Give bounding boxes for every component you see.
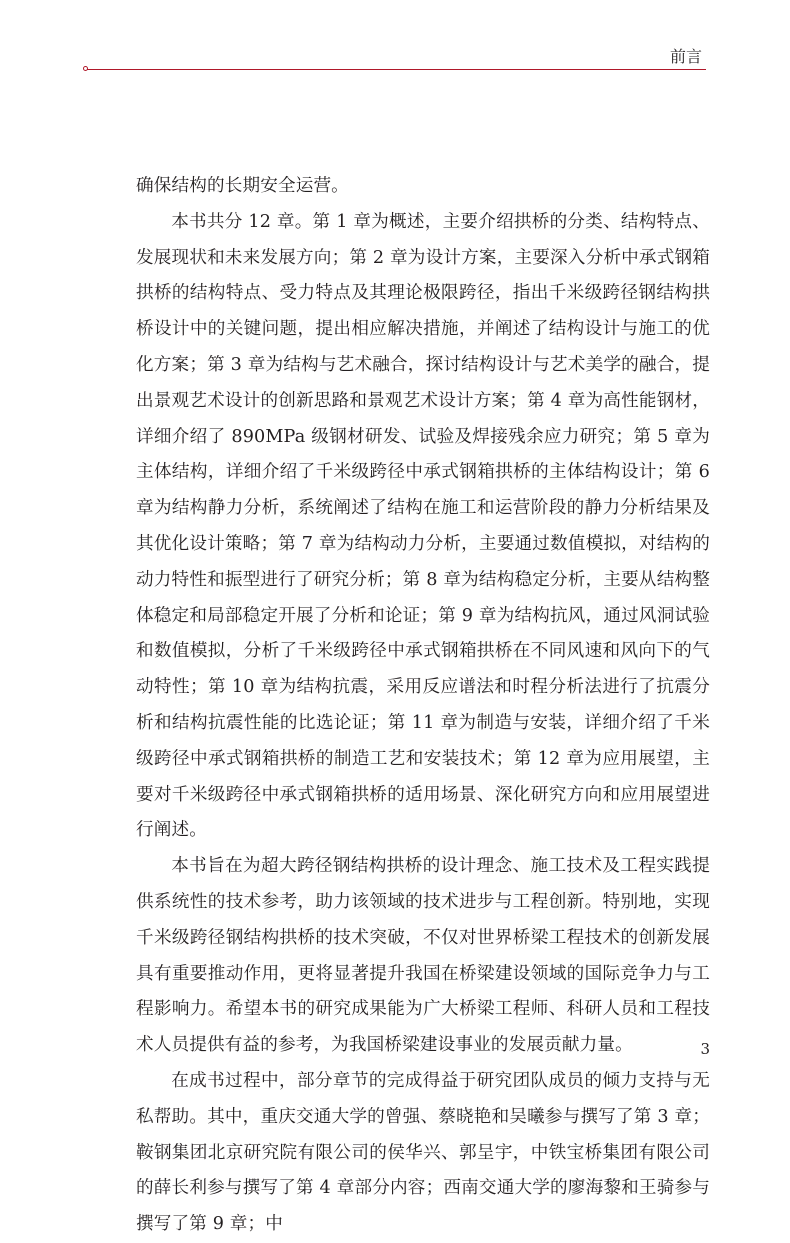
page-number: 3 <box>700 1040 710 1058</box>
header-rule-dot <box>83 66 88 71</box>
running-header <box>86 48 706 70</box>
paragraph-acknowledgements: 在成书过程中，部分章节的完成得益于研究团队成员的倾力支持与无私帮助。其中，重庆交通大学的曾强、蔡晓艳和吴曦参与撰写了第 3 章；鞍钢集团北京研究院有限公司的侯华兴、郭呈宇，中铁宝桥集团有限公司的薛长利参与撰写了第 4 章部分内容；西南交通大学的廖海黎和王骑参与撰写了第 9 章；中 <box>136 1070 710 1235</box>
paragraph-chapter-overview: 本书共分 12 章。第 1 章为概述，主要介绍拱桥的分类、结构特点、发展现状和未来发展方向；第 2 章为设计方案，主要深入分析中承式钢箱拱桥的结构特点、受力特点及其理论极限跨径，指出千米级跨径钢结构拱桥设计中的关键问题，提出相应解决措施，并阐述了结构设计与施工的优化方案；第 3 章为结构与艺术融合，探讨结构设计与艺术美学的融合，提出景观艺术设计的创新思路和景观艺术设计方案；第 4 章为高性能钢材，详细介绍了 890MPa 级钢材研发、试验及焊接残余应力研究；第 5 章为主体结构，详细介绍了千米级跨径中承式钢箱拱桥的主体结构设计；第 6 章为结构静力分析，系统阐述了结构在施工和运营阶段的静力分析结果及其优化设计策略；第 7 章为结构动力分析，主要通过数值模拟，对结构的动力特性和振型进行了研究分析；第 8 章为结构稳定分析，主要从结构整体稳定和局部稳定开展了分析和论证；第 9 章为结构抗风，通过风洞试验和数值模拟，分析了千米级跨径中承式钢箱拱桥在不同风速和风向下的气动特性；第 10 章为结构抗震，采用反应谱法和时程分析法进行了抗震分析和结构抗震性能的比选论证；第 11 章为制造与安装，详细介绍了千米级跨径中承式钢箱拱桥的制造工艺和安装技术；第 12 章为应用展望，主要对千米级跨径中承式钢箱拱桥的适用场景、深化研究方向和应用展望进行阐述。 <box>136 211 710 841</box>
paragraph-purpose: 本书旨在为超大跨径钢结构拱桥的设计理念、施工技术及工程实践提供系统性的技术参考，助力该领域的技术进步与工程创新。特别地，实现千米级跨径钢结构拱桥的技术突破，不仅对世界桥梁工程技术的创新发展具有重要推动作用，更将显著提升我国在桥梁建设领域的国际竞争力与工程影响力。希望本书的研究成果能为广大桥梁工程师、科研人员和工程技术人员提供有益的参考，为我国桥梁建设事业的发展贡献力量。 <box>136 856 710 1056</box>
paragraph-continuation: 确保结构的长期安全运营。 <box>136 176 349 196</box>
header-rule <box>86 69 706 70</box>
running-header-title: 前言 <box>669 47 702 66</box>
body-text <box>136 169 710 1243</box>
